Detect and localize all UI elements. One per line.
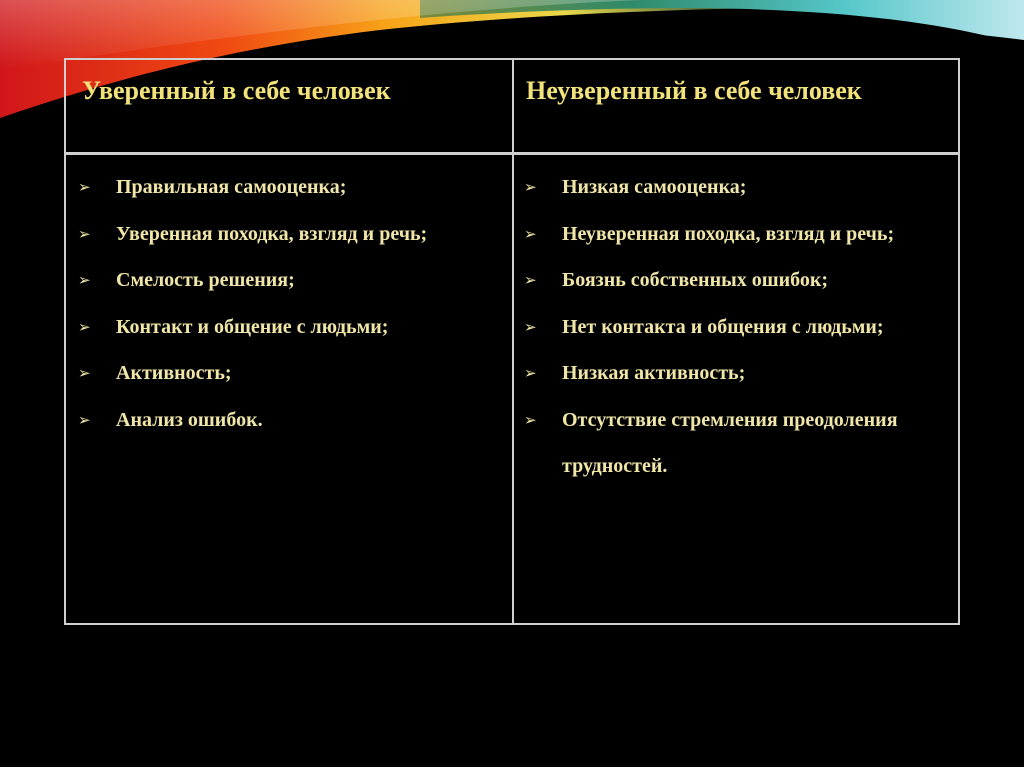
list-item-text: Неуверенная походка, взгляд и речь; bbox=[562, 222, 895, 245]
arrowhead-bullet-icon: ➢ bbox=[78, 271, 91, 289]
list-item bbox=[524, 164, 949, 211]
list-item bbox=[78, 350, 503, 397]
list-confident-traits bbox=[78, 164, 503, 443]
list-item bbox=[78, 211, 503, 258]
list-unconfident-traits bbox=[524, 164, 949, 490]
list-item-text: Правильная самооценка; bbox=[116, 176, 347, 198]
header-unconfident-person: Неуверенный в себе человек bbox=[526, 76, 862, 105]
arrowhead-bullet-icon: ➢ bbox=[78, 317, 91, 336]
arrowhead-bullet-icon: ➢ bbox=[78, 364, 91, 382]
list-item-text: Боязнь собственных ошибок; bbox=[562, 269, 829, 291]
list-item-text: Уверенная походка, взгляд и речь; bbox=[116, 222, 428, 245]
arrowhead-bullet-icon: ➢ bbox=[78, 410, 91, 429]
list-item-text: Низкая активность; bbox=[562, 362, 746, 384]
list-item bbox=[524, 350, 949, 397]
comparison-table bbox=[64, 58, 960, 625]
list-item bbox=[78, 397, 503, 444]
arrowhead-bullet-icon: ➢ bbox=[524, 317, 537, 336]
arrowhead-bullet-icon: ➢ bbox=[524, 364, 537, 382]
header-divider bbox=[66, 152, 958, 155]
list-item bbox=[524, 257, 949, 304]
list-item bbox=[78, 257, 503, 304]
arrowhead-bullet-icon: ➢ bbox=[524, 410, 537, 429]
list-item-text: Активность; bbox=[116, 362, 232, 384]
list-item-text: Анализ ошибок. bbox=[116, 408, 263, 431]
list-item-text: Контакт и общение с людьми; bbox=[116, 315, 389, 338]
column-divider bbox=[512, 60, 514, 623]
list-item bbox=[524, 397, 949, 490]
list-item bbox=[524, 211, 949, 258]
arrowhead-bullet-icon: ➢ bbox=[78, 178, 91, 196]
list-item bbox=[524, 304, 949, 351]
arrowhead-bullet-icon: ➢ bbox=[78, 224, 91, 243]
list-item-text: Нет контакта и общения с людьми; bbox=[562, 315, 884, 338]
arrowhead-bullet-icon: ➢ bbox=[524, 271, 537, 289]
header-confident-person: Уверенный в себе человек bbox=[82, 76, 391, 105]
list-item-text: Низкая самооценка; bbox=[562, 176, 747, 198]
list-item-text: Смелость решения; bbox=[116, 269, 295, 291]
list-item bbox=[78, 164, 503, 211]
arrowhead-bullet-icon: ➢ bbox=[524, 224, 537, 243]
list-item bbox=[78, 304, 503, 351]
arrowhead-bullet-icon: ➢ bbox=[524, 178, 537, 196]
list-item-text: Отсутствие стремления преодоления трудностей. bbox=[562, 408, 898, 477]
